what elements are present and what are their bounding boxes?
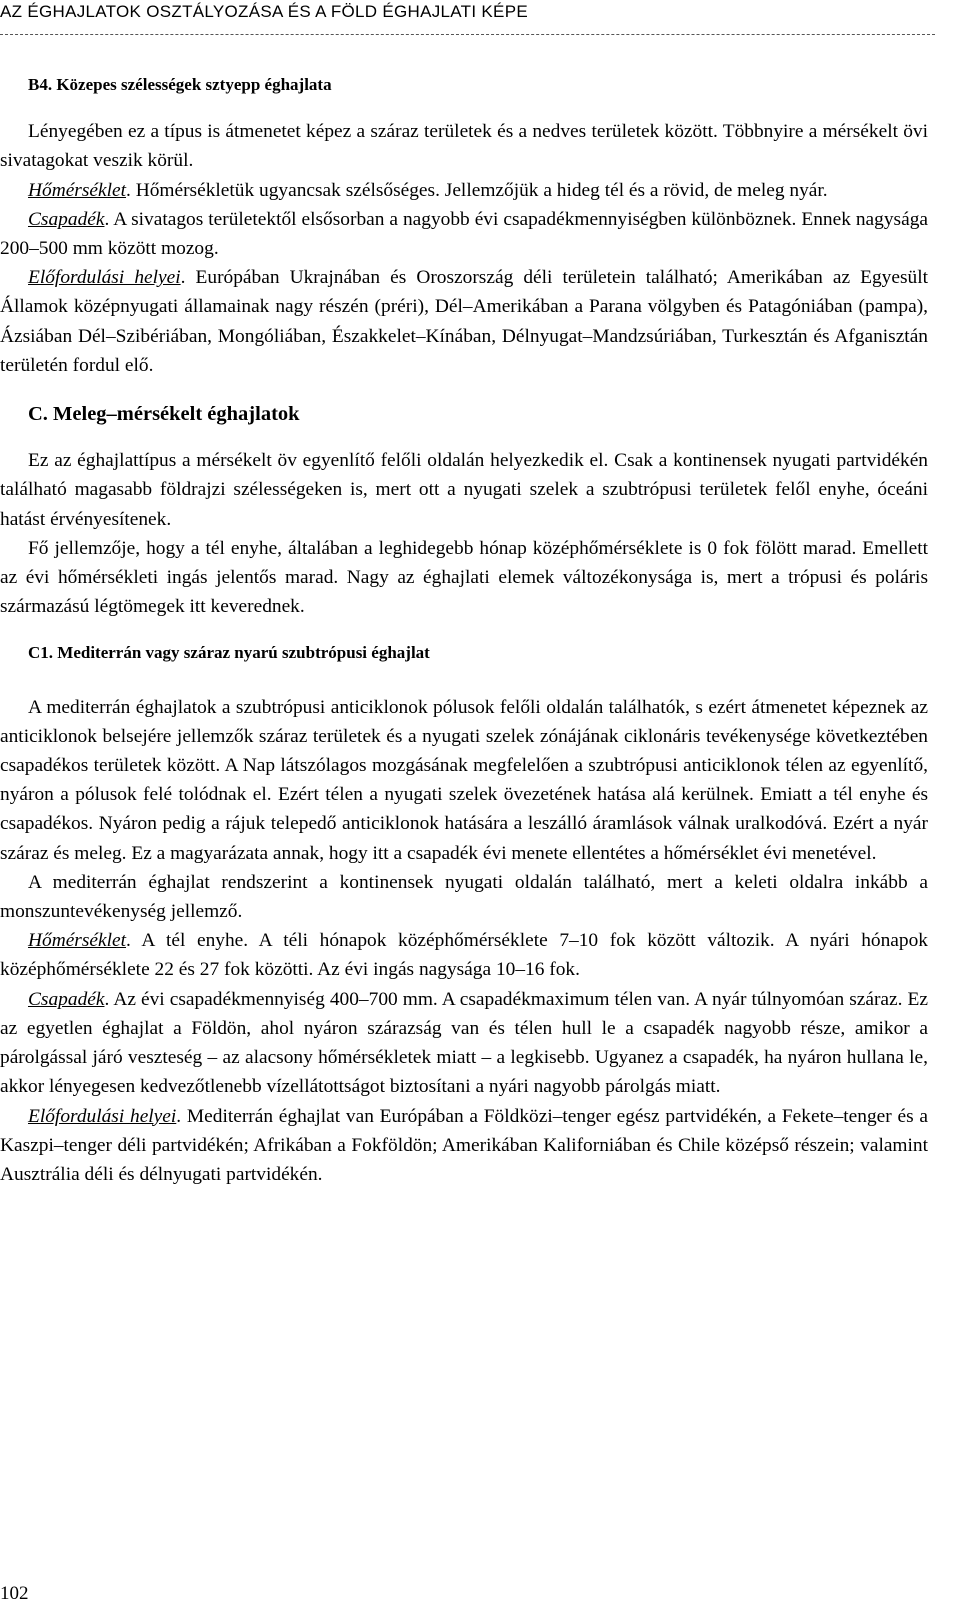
b4-intro-paragraph: Lényegében ez a típus is átmenetet képez a száraz területek és a nedves területek között. Többnyire a mérsékelt övi sivatagokat veszik körül. bbox=[0, 121, 928, 172]
temperature-text: . Hőmérsékletük ugyancsak szélsőséges. Jellemzőjük a hideg tél és a rövid, de meleg nyár. bbox=[126, 179, 828, 201]
running-title: AZ ÉGHAJLATOK OSZTÁLYOZÁSA ÉS A FÖLD ÉGHAJLATI KÉPE bbox=[0, 2, 528, 21]
page-header bbox=[0, 0, 960, 40]
c1-paragraph-2: A mediterrán éghajlat rendszerint a kontinensek nyugati oldalán található, mert a keleti oldalra inkább a monszuntevékenység jellemző. bbox=[0, 871, 928, 923]
c-paragraph-2: Fő jellemzője, hogy a tél enyhe, általában a leghidegebb hónap középhőmérséklete is 0 fok fölött marad. Emellett az évi hőmérsékleti ingás jelentős marad. Nagy az éghajlati elemek változékonysága is, mert a trópusi és poláris származású légtömegek itt keverednek. bbox=[0, 537, 928, 618]
occurrence-label: Előfordulási helyei bbox=[28, 1105, 177, 1127]
occurrence-label: Előfordulási helyei bbox=[28, 267, 181, 289]
precipitation-label: Csapadék bbox=[28, 208, 105, 230]
b4-precipitation-paragraph bbox=[0, 205, 928, 263]
temperature-label: Hőmérséklet bbox=[28, 179, 126, 201]
page-content bbox=[0, 70, 928, 1189]
section-heading-c1: C1. Mediterrán vagy száraz nyarú szubtrópusi éghajlat bbox=[28, 643, 430, 663]
section-heading-b4: B4. Közepes szélességek sztyepp éghajlata bbox=[28, 75, 332, 94]
c1-paragraph-1: A mediterrán éghajlatok a szubtrópusi anticiklonok pólusok felőli oldalán találhatók, s ezért átmenetet képeznek az anticiklonok belsejére jellemzők száraz területek és a nyugati szelek zónájának ciklonáris tevékenysége következtében csapadékos területek között. A Nap látszólagos mozgásának megfelelően a szubtrópusi anticiklonok télen az egyenlítő, nyáron a pólusok felé tolódnak el. Ezért télen a nyugati szelek övezetének hatása alá kerülnek. Emiatt a tél enyhe és csapadékos. Nyáron pedig a rájuk telepedő anticiklonok hatására a leszálló áramlások válnak uralkodóvá. Ezért a nyár száraz és meleg. Ez a magyarázata annak, hogy itt a csapadék évi menete ellentétes a hőmérséklet évi menetével. bbox=[0, 696, 928, 864]
c1-temperature-paragraph bbox=[0, 926, 928, 984]
temperature-text: . A tél enyhe. A téli hónapok középhőmérséklete 7–10 fok között változik. A nyári hónapok középhőmérséklete 22 és 27 fok közötti. Az évi ingás nagysága 10–16 fok. bbox=[0, 930, 928, 981]
b4-occurrence-paragraph bbox=[0, 263, 928, 380]
occurrence-text: . Európában Ukrajnában és Oroszország déli területein található; Amerikában az Egyesült Államok középnyugati államainak nagy részén (préri), Dél–Amerikában a Parana völgyben és Patagóniában (pampa), Ázsiában Dél–Szibériában, Mongóliában, Északkelet–Kínában, Délnyugat–Mandzsúriában, Turkesztán és Afganisztán területén fordul elő. bbox=[0, 267, 928, 376]
c1-precipitation-paragraph bbox=[0, 985, 928, 1102]
c1-occurrence-paragraph bbox=[0, 1102, 928, 1190]
page-number: 102 bbox=[0, 1583, 29, 1604]
precipitation-label: Csapadék bbox=[28, 988, 105, 1010]
b4-temperature-paragraph bbox=[0, 176, 928, 205]
header-divider bbox=[0, 34, 935, 35]
occurrence-text: . Mediterrán éghajlat van Európában a Földközi–tenger egész partvidékén, a Fekete–tenger és a Kaszpi–tenger déli partvidékén; Afrikában a Fokföldön; Amerikában Kaliforniában és Chile középső részein; valamint Ausztrália déli és délnyugati partvidékén. bbox=[0, 1105, 928, 1185]
precipitation-text: . Az évi csapadékmennyiség 400–700 mm. A csapadékmaximum télen van. A nyár túlnyomóan száraz. Ez az egyetlen éghajlat a Földön, ahol nyáron szárazság van és télen hull le a csapadék nagyobb része, amikor a párolgással járó veszteség – az alacsony hőmérsékletek miatt – a legkisebb. Ugyanez a csapadék, ha nyáron hullana le, akkor lényegesen kedvezőtlenebb vízellátottságot biztosítani a nyári nagyobb párolgás miatt. bbox=[0, 988, 928, 1098]
c-paragraph-1: Ez az éghajlattípus a mérsékelt öv egyenlítő felőli oldalán helyezkedik el. Csak a kontinensek nyugati partvidékén található magasabb földrajzi szélességeken is, mert ott a nyugati szelek a szubtrópusi területek felől enyhe, óceáni hatást érvényesítenek. bbox=[0, 450, 928, 530]
temperature-label: Hőmérséklet bbox=[28, 930, 126, 952]
section-heading-c: C. Meleg–mérsékelt éghajlatok bbox=[28, 403, 300, 426]
precipitation-text: . A sivatagos területektől elsősorban a nagyobb évi csapadékmennyiségben különböznek. Ennek nagysága 200–500 mm között mozog. bbox=[0, 208, 928, 260]
